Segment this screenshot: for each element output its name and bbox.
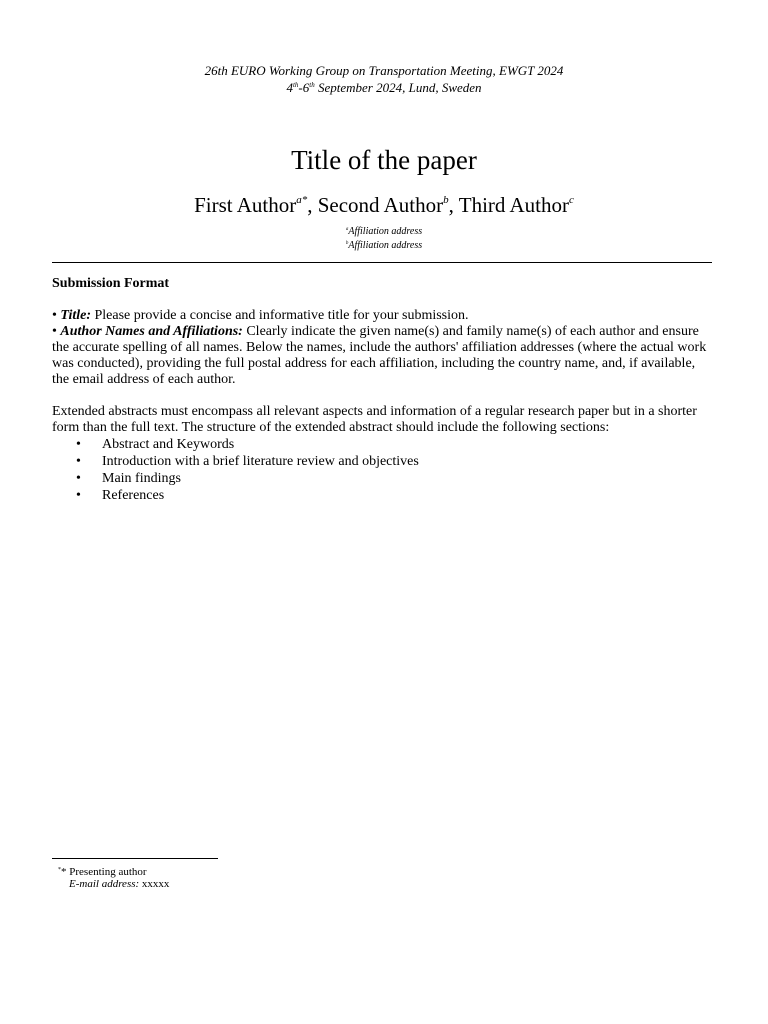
conference-line: 26th EURO Working Group on Transportation Meeting, EWGT 2024 [204,63,564,78]
body-paragraph: Extended abstracts must encompass all relevant aspects and information of a regular research paper but in a shorter form than the full text. The structure of the extended abstract should include the following sections: [52,404,697,435]
affiliation-text: Affiliation address [348,240,423,251]
author-name: Second Author [317,193,444,217]
footnote-divider [52,858,218,859]
footnote-presenting-author [58,864,147,879]
footnote-email [69,878,169,891]
bullet-paragraph [52,308,714,324]
email-label: E-mail address: [69,878,140,890]
main-content [52,276,714,504]
list-item [52,487,714,504]
bullet-dot: • [76,471,81,486]
paragraph-gap [52,388,714,404]
conference-header [0,63,768,95]
author-name: Third Author [458,193,569,217]
bullet-text: Clearly indicate the given name(s) and family name(s) of each author and ensure the accurate spelling of all names. Below the names, include the authors' affiliation addresses (where the actual work was conducted), providing the full postal address for each affiliation, including the country name, and, if available, the email address of each author. [52,324,707,387]
email-value: xxxxx [139,878,170,890]
section-heading: Submission Format [52,276,170,291]
affiliation-item [0,238,768,252]
bullet-label: Author Names and Affiliations: [60,324,243,339]
affiliation-list [0,224,768,252]
bullet-label: Title: [60,308,91,323]
bullet-dot: • [76,437,81,452]
header-divider [52,262,712,263]
bullet-marker: • [52,308,61,323]
paper-title: Title of the paper [291,145,477,175]
bullet-paragraph [52,324,714,388]
author-list [0,186,768,219]
date-location-text: September 2024, Lund, Sweden [314,80,482,95]
list-item [52,436,714,453]
author-name: First Author [194,193,297,217]
list-item-text: Introduction with a brief literature review and objectives [102,454,419,469]
list-item [52,453,714,470]
date-end: -6 [298,80,310,95]
affiliation-sup: a [345,227,349,232]
author-sup: a* [296,194,308,206]
author-sup: b [443,194,449,206]
affiliation-sup: b [345,241,349,246]
author-separator: , [448,193,459,217]
footnote-text: * Presenting author [61,866,147,878]
author-sup: c [569,194,574,206]
affiliation-text: Affiliation address [348,226,423,237]
affiliation-item [0,224,768,238]
date-start-sup: th [292,81,299,89]
section-list [52,436,714,504]
list-item-text: Main findings [102,471,181,486]
bullet-text: Please provide a concise and informative title for your submission. [90,308,469,323]
footnote-marker: * [58,867,61,873]
conference-date-location [0,78,768,95]
bullet-dot: • [76,488,81,503]
author-separator: , [307,193,318,217]
date-end-sup: th [309,81,315,89]
date-start: 4 [286,80,293,95]
bullet-dot: • [76,454,81,469]
bullet-marker: • [52,324,61,339]
list-item [52,470,714,487]
list-item-text: Abstract and Keywords [102,437,235,452]
list-item-text: References [102,488,165,503]
